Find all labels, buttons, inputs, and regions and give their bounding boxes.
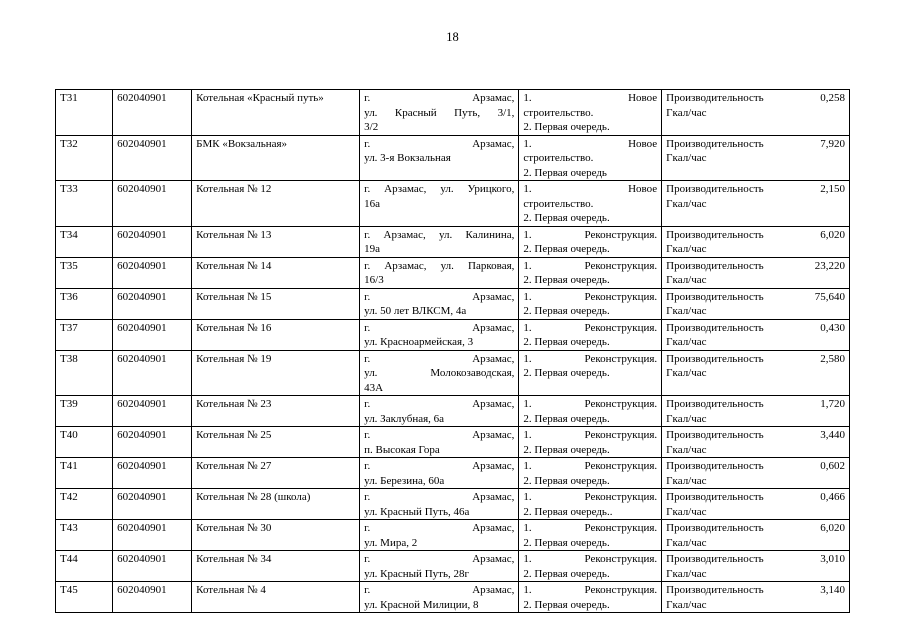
- parameter-line: Производительность: [666, 321, 764, 334]
- work-type-line: 2. Первая очередь..: [523, 505, 613, 518]
- parameter-line: Производительность: [666, 522, 764, 534]
- address-line: ул. Мира, 2: [364, 536, 418, 549]
- work-type-line: 1. Реконструкция.: [523, 522, 658, 534]
- parameter-line: Производительность: [666, 429, 764, 441]
- address-line: г. Арзамас,: [364, 460, 515, 472]
- work-type-cell: [519, 427, 662, 458]
- work-type-line: 2. Первая очередь: [523, 166, 607, 179]
- address-line: г. Арзамас,: [364, 491, 515, 503]
- address-cell: [360, 396, 519, 427]
- work-type-cell: [519, 489, 662, 520]
- parameter-line: Производительность: [666, 228, 764, 241]
- registry-number-cell: 602040901: [113, 582, 192, 613]
- address-line: г. Арзамас, ул. Парковая,: [364, 259, 515, 272]
- table-body: [56, 90, 850, 613]
- table-row: [56, 90, 850, 136]
- object-name-cell: Котельная № 14: [192, 257, 360, 288]
- parameter-line: Гкал/час: [666, 598, 707, 611]
- address-line: ул. 50 лет ВЛКСМ, 4а: [364, 305, 467, 317]
- work-type-cell: [519, 90, 662, 136]
- address-cell: [360, 226, 519, 257]
- object-code-cell: Т39: [56, 396, 113, 427]
- object-name-cell: Котельная № 13: [192, 226, 360, 257]
- table-row: [56, 427, 850, 458]
- work-type-line: 1. Реконструкция.: [523, 584, 658, 596]
- page-number: 18: [446, 30, 459, 44]
- parameter-cell: [662, 181, 794, 227]
- parameter-line: Производительность: [666, 259, 764, 272]
- work-type-line: 2. Первая очередь.: [523, 336, 610, 348]
- address-line: г. Арзамас, ул. Калинина,: [364, 228, 515, 241]
- address-line: ул. Красноармейская, 3: [364, 336, 474, 348]
- object-name-cell: Котельная «Красный путь»: [192, 90, 360, 136]
- parameter-cell: [662, 319, 794, 350]
- parameter-line: Производительность: [666, 460, 764, 472]
- work-type-line: 2. Первая очередь.: [523, 367, 610, 379]
- work-type-cell: [519, 135, 662, 181]
- parameter-cell: [662, 551, 794, 582]
- address-line: г. Арзамас,: [364, 553, 515, 565]
- parameter-cell: [662, 582, 794, 613]
- address-line: ул. Красный Путь, 46а: [364, 505, 470, 518]
- object-code-cell: Т37: [56, 319, 113, 350]
- work-type-line: 1. Новое: [523, 137, 658, 150]
- address-line: г. Арзамас,: [364, 290, 515, 303]
- work-type-line: строительство.: [523, 152, 594, 164]
- work-type-line: 2. Первая очередь.: [523, 121, 610, 133]
- parameter-value-cell: 1,720: [793, 396, 849, 427]
- address-line: ул. Красный Путь, 28г: [364, 567, 469, 580]
- work-type-line: 1. Реконструкция.: [523, 460, 658, 472]
- parameter-cell: [662, 458, 794, 489]
- address-cell: [360, 350, 519, 396]
- registry-number-cell: 602040901: [113, 226, 192, 257]
- table-row: [56, 396, 850, 427]
- object-name-cell: Котельная № 4: [192, 582, 360, 613]
- object-code-cell: Т33: [56, 181, 113, 227]
- parameter-line: Производительность: [666, 290, 764, 303]
- address-line: г. Арзамас,: [364, 398, 515, 410]
- work-type-cell: [519, 520, 662, 551]
- parameter-line: Производительность: [666, 137, 764, 150]
- object-name-cell: Котельная № 34: [192, 551, 360, 582]
- registry-number-cell: 602040901: [113, 90, 192, 136]
- address-line: 3/2: [364, 121, 379, 133]
- address-cell: [360, 551, 519, 582]
- work-type-line: 1. Реконструкция.: [523, 352, 658, 365]
- address-cell: [360, 90, 519, 136]
- work-type-line: строительство.: [523, 106, 594, 119]
- work-type-line: 2. Первая очередь.: [523, 243, 610, 255]
- parameter-value-cell: 6,020: [793, 226, 849, 257]
- parameter-value-cell: 6,020: [793, 520, 849, 551]
- work-type-cell: [519, 226, 662, 257]
- address-line: г. Арзамас,: [364, 522, 515, 534]
- object-name-cell: Котельная № 28 (школа): [192, 489, 360, 520]
- parameter-cell: [662, 288, 794, 319]
- address-line: г. Арзамас,: [364, 137, 515, 150]
- table-row: [56, 551, 850, 582]
- object-name-cell: Котельная № 23: [192, 396, 360, 427]
- object-name-cell: Котельная № 16: [192, 319, 360, 350]
- address-line: ул. Молокозаводская,: [364, 367, 515, 379]
- work-type-line: 1. Новое: [523, 92, 658, 104]
- object-code-cell: Т41: [56, 458, 113, 489]
- address-line: г. Арзамас,: [364, 321, 515, 334]
- parameter-line: Гкал/час: [666, 106, 707, 119]
- address-cell: [360, 427, 519, 458]
- object-code-cell: Т32: [56, 135, 113, 181]
- table-row: [56, 582, 850, 613]
- work-type-line: 2. Первая очередь.: [523, 305, 610, 317]
- address-cell: [360, 181, 519, 227]
- parameter-cell: [662, 520, 794, 551]
- parameter-line: Гкал/час: [666, 305, 707, 317]
- parameter-line: Производительность: [666, 584, 764, 596]
- work-type-cell: [519, 582, 662, 613]
- parameter-value-cell: 3,140: [793, 582, 849, 613]
- registry-number-cell: 602040901: [113, 288, 192, 319]
- work-type-line: 2. Первая очередь.: [523, 567, 610, 580]
- work-type-cell: [519, 458, 662, 489]
- parameter-line: Производительность: [666, 183, 764, 195]
- parameter-value-cell: 0,602: [793, 458, 849, 489]
- parameter-line: Производительность: [666, 92, 764, 104]
- registry-number-cell: 602040901: [113, 458, 192, 489]
- work-type-line: 2. Первая очередь.: [523, 274, 610, 286]
- registry-number-cell: 602040901: [113, 489, 192, 520]
- parameter-cell: [662, 427, 794, 458]
- work-type-cell: [519, 319, 662, 350]
- table-row: [56, 520, 850, 551]
- object-name-cell: Котельная № 27: [192, 458, 360, 489]
- parameter-line: Гкал/час: [666, 536, 707, 549]
- object-name-cell: Котельная № 25: [192, 427, 360, 458]
- parameter-line: Гкал/час: [666, 152, 707, 164]
- parameter-cell: [662, 226, 794, 257]
- address-line: г. Арзамас,: [364, 429, 515, 441]
- parameter-cell: [662, 90, 794, 136]
- object-code-cell: Т42: [56, 489, 113, 520]
- address-line: 16/3: [364, 274, 384, 286]
- parameter-line: Гкал/час: [666, 412, 707, 425]
- parameter-line: Гкал/час: [666, 367, 707, 379]
- parameter-line: Производительность: [666, 553, 764, 565]
- table-row: [56, 489, 850, 520]
- registry-number-cell: 602040901: [113, 257, 192, 288]
- table-row: [56, 319, 850, 350]
- address-line: ул. Красный Путь, 3/1,: [364, 106, 515, 119]
- boiler-table: [55, 89, 850, 613]
- parameter-line: Гкал/час: [666, 243, 707, 255]
- registry-number-cell: 602040901: [113, 135, 192, 181]
- address-line: г. Арзамас, ул. Урицкого,: [364, 183, 515, 195]
- parameter-line: Гкал/час: [666, 567, 707, 580]
- object-code-cell: Т43: [56, 520, 113, 551]
- object-name-cell: Котельная № 12: [192, 181, 360, 227]
- address-line: г. Арзамас,: [364, 584, 515, 596]
- address-cell: [360, 319, 519, 350]
- object-name-cell: БМК «Вокзальная»: [192, 135, 360, 181]
- address-line: ул. Красной Милиции, 8: [364, 598, 479, 611]
- table-row: [56, 288, 850, 319]
- address-cell: [360, 257, 519, 288]
- parameter-value-cell: 75,640: [793, 288, 849, 319]
- work-type-line: 1. Реконструкция.: [523, 553, 658, 565]
- registry-number-cell: 602040901: [113, 520, 192, 551]
- address-cell: [360, 458, 519, 489]
- work-type-line: 2. Первая очередь.: [523, 474, 610, 487]
- object-code-cell: Т35: [56, 257, 113, 288]
- parameter-line: Гкал/час: [666, 336, 707, 348]
- parameter-line: Производительность: [666, 491, 764, 503]
- work-type-cell: [519, 551, 662, 582]
- address-line: 43А: [364, 381, 384, 394]
- address-cell: [360, 288, 519, 319]
- parameter-line: Гкал/час: [666, 443, 707, 456]
- work-type-line: 1. Новое: [523, 183, 658, 195]
- address-line: ул. Заклубная, 6а: [364, 412, 445, 425]
- parameter-value-cell: 0,466: [793, 489, 849, 520]
- work-type-cell: [519, 288, 662, 319]
- parameter-value-cell: 23,220: [793, 257, 849, 288]
- parameter-value-cell: 7,920: [793, 135, 849, 181]
- object-code-cell: Т36: [56, 288, 113, 319]
- work-type-line: 1. Реконструкция.: [523, 321, 658, 334]
- parameter-line: Гкал/час: [666, 197, 707, 210]
- address-line: г. Арзамас,: [364, 352, 515, 365]
- registry-number-cell: 602040901: [113, 350, 192, 396]
- address-cell: [360, 520, 519, 551]
- parameter-value-cell: 3,440: [793, 427, 849, 458]
- work-type-line: 2. Первая очередь.: [523, 536, 610, 549]
- table-row: [56, 226, 850, 257]
- address-line: ул. Березина, 60а: [364, 474, 445, 487]
- work-type-line: 1. Реконструкция.: [523, 290, 658, 303]
- object-code-cell: Т44: [56, 551, 113, 582]
- work-type-line: 2. Первая очередь.: [523, 212, 610, 224]
- address-line: 16а: [364, 197, 381, 210]
- work-type-line: 1. Реконструкция.: [523, 398, 658, 410]
- object-code-cell: Т38: [56, 350, 113, 396]
- address-cell: [360, 135, 519, 181]
- object-name-cell: Котельная № 15: [192, 288, 360, 319]
- parameter-value-cell: 0,258: [793, 90, 849, 136]
- table-row: [56, 135, 850, 181]
- parameter-line: Производительность: [666, 398, 764, 410]
- registry-number-cell: 602040901: [113, 319, 192, 350]
- parameter-cell: [662, 350, 794, 396]
- work-type-line: 1. Реконструкция.: [523, 259, 658, 272]
- parameter-line: Гкал/час: [666, 274, 707, 286]
- address-line: ул. 3-я Вокзальная: [364, 152, 451, 164]
- work-type-line: строительство.: [523, 197, 594, 210]
- address-line: 19а: [364, 243, 381, 255]
- object-name-cell: Котельная № 19: [192, 350, 360, 396]
- address-line: г. Арзамас,: [364, 92, 515, 104]
- object-code-cell: Т31: [56, 90, 113, 136]
- work-type-cell: [519, 181, 662, 227]
- parameter-value-cell: 0,430: [793, 319, 849, 350]
- work-type-line: 1. Реконструкция.: [523, 429, 658, 441]
- object-name-cell: Котельная № 30: [192, 520, 360, 551]
- parameter-cell: [662, 257, 794, 288]
- registry-number-cell: 602040901: [113, 181, 192, 227]
- object-code-cell: Т34: [56, 226, 113, 257]
- parameter-cell: [662, 489, 794, 520]
- parameter-value-cell: 2,580: [793, 350, 849, 396]
- registry-number-cell: 602040901: [113, 396, 192, 427]
- table-row: [56, 257, 850, 288]
- parameter-cell: [662, 135, 794, 181]
- parameter-line: Гкал/час: [666, 474, 707, 487]
- registry-number-cell: 602040901: [113, 427, 192, 458]
- work-type-cell: [519, 396, 662, 427]
- work-type-cell: [519, 257, 662, 288]
- address-cell: [360, 582, 519, 613]
- parameter-value-cell: 2,150: [793, 181, 849, 227]
- work-type-cell: [519, 350, 662, 396]
- registry-number-cell: 602040901: [113, 551, 192, 582]
- table-row: [56, 181, 850, 227]
- parameter-cell: [662, 396, 794, 427]
- work-type-line: 1. Реконструкция.: [523, 491, 658, 503]
- parameter-value-cell: 3,010: [793, 551, 849, 582]
- work-type-line: 1. Реконструкция.: [523, 228, 658, 241]
- parameter-line: Производительность: [666, 352, 764, 365]
- table-row: [56, 350, 850, 396]
- table-row: [56, 458, 850, 489]
- parameter-line: Гкал/час: [666, 505, 707, 518]
- address-cell: [360, 489, 519, 520]
- work-type-line: 2. Первая очередь.: [523, 443, 610, 456]
- work-type-line: 2. Первая очередь.: [523, 598, 610, 611]
- address-line: п. Высокая Гора: [364, 443, 440, 456]
- object-code-cell: Т40: [56, 427, 113, 458]
- object-code-cell: Т45: [56, 582, 113, 613]
- work-type-line: 2. Первая очередь.: [523, 412, 610, 425]
